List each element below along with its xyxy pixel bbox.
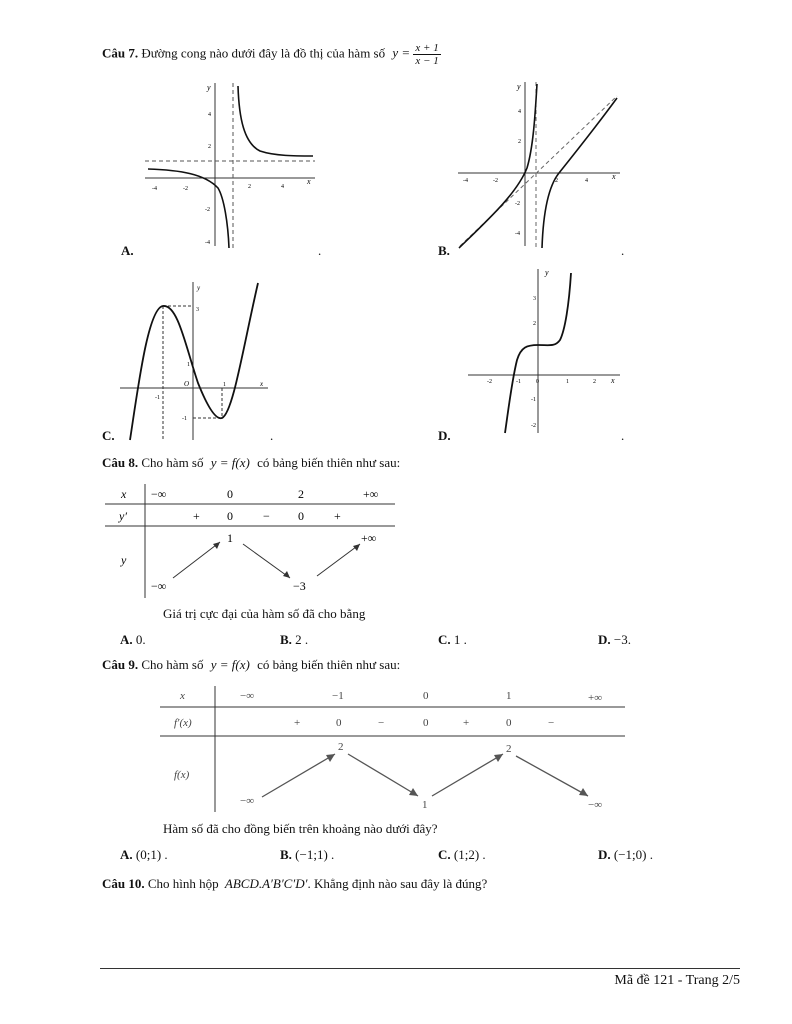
graph-d-yt-4: -2 [531, 423, 536, 429]
q9-bottom-1: −∞ [240, 795, 255, 807]
q8-bottom-1: −∞ [151, 579, 167, 593]
graph-b-yt-4: -4 [515, 231, 520, 237]
graph-c-yt-3: -1 [182, 416, 187, 422]
q9-func: y = f(x) [210, 657, 250, 672]
q9-top-2: 2 [506, 743, 512, 755]
graph-d-xt-5: 2 [593, 379, 596, 385]
q9-fp-label: f′(x) [174, 717, 192, 729]
q8-x-4: +∞ [363, 487, 379, 501]
q7-option-a[interactable] [121, 243, 134, 259]
q8-option-b-label: B. [280, 632, 292, 647]
q7-option-c-label: C. [102, 428, 115, 443]
graph-a-right-branch [238, 86, 313, 156]
q10-text-pre: Cho hình hộp [147, 876, 219, 891]
q10-text-post: . Khẳng định nào sau đây là đúng? [307, 876, 488, 891]
q10-label: Câu 10. [102, 876, 145, 891]
graph-d-yt-1: 3 [533, 296, 536, 302]
graph-c-origin: O [184, 380, 190, 388]
q7-func-den: x − 1 [415, 55, 439, 67]
q9-option-d[interactable] [598, 847, 653, 863]
graph-a-x-label: x [307, 177, 311, 186]
q9-x-2: −1 [332, 690, 344, 702]
q9-bottom-2: 1 [422, 799, 428, 811]
q9-option-a-label: A. [120, 847, 133, 862]
q8-text-pre: Cho hàm số [141, 455, 204, 470]
q9-arrow-1 [262, 754, 335, 797]
q8-option-d[interactable] [598, 632, 631, 648]
q7-option-a-suffix: . [318, 243, 322, 258]
q9-top-1: 2 [338, 741, 344, 753]
footer-divider [100, 968, 740, 969]
q9-label: Câu 9. [102, 657, 139, 672]
q8-arrowhead-1 [213, 542, 220, 549]
graph-b-y-label: y [517, 82, 521, 91]
graph-c-yt-1: 3 [196, 307, 199, 313]
q7-label: Câu 7. [102, 45, 139, 61]
q9-sign-5: + [463, 717, 470, 729]
q9-option-b[interactable] [280, 847, 334, 863]
q7-stem [102, 42, 441, 67]
graph-c-y-label: y [197, 284, 201, 292]
q9-option-b-value: (−1;1) . [295, 847, 335, 862]
q7-option-b[interactable] [438, 243, 450, 259]
graph-d-xt-2: -1 [516, 379, 521, 385]
q7-option-c-suffix: . [270, 428, 274, 443]
q9-arrow-2 [348, 754, 418, 796]
q8-sign-4: 0 [298, 509, 304, 523]
q8-option-d-label: D. [598, 632, 611, 647]
graph-a-left-branch [148, 169, 229, 248]
q8-label: Câu 8. [102, 455, 139, 470]
q8-yp-label: y′ [119, 509, 127, 523]
graph-a [140, 78, 320, 250]
q7-option-c[interactable] [102, 428, 115, 444]
q9-arrow-4 [516, 756, 588, 796]
graph-d-xt-1: -2 [487, 379, 492, 385]
graph-b-xt-2: -2 [493, 178, 498, 184]
q9-option-d-value: (−1;0) . [613, 847, 653, 862]
graph-a-yt-1: 4 [208, 112, 211, 118]
graph-a-xt-1: -4 [152, 186, 157, 192]
q8-text-post: có bảng biến thiên như sau: [257, 455, 401, 470]
q9-x-1: −∞ [240, 690, 255, 702]
q7-option-b-label: B. [438, 243, 450, 258]
q9-stem [102, 657, 400, 673]
q8-option-c[interactable] [438, 632, 467, 648]
q8-arrowhead-3 [353, 544, 360, 551]
q9-sign-7: − [548, 717, 555, 729]
graph-b [455, 78, 623, 250]
q8-option-a-value: 0. [135, 632, 146, 647]
q7-text: Đường cong nào dưới đây là đồ thị của hàm số [141, 45, 386, 61]
q8-option-a-label: A. [120, 632, 133, 647]
graph-a-xt-4: 4 [281, 184, 284, 190]
q8-sign-2: 0 [227, 509, 233, 523]
graph-c-xt-1: -1 [155, 395, 160, 401]
q7-option-d-label: D. [438, 428, 451, 443]
graph-c-curve [130, 283, 258, 440]
q7-option-d[interactable] [438, 428, 451, 444]
q9-sign-4: 0 [423, 717, 429, 729]
graph-d [465, 265, 625, 437]
q9-bottom-3: −∞ [588, 799, 603, 811]
q8-option-b[interactable] [280, 632, 308, 648]
q8-x-label: x [121, 487, 127, 501]
q10-stem [102, 876, 487, 892]
q8-y-label: y [121, 553, 127, 567]
q10-shape: ABCD.A′B′C′D′ [224, 876, 308, 891]
q9-x-label: x [180, 690, 185, 702]
q9-option-c-value: (1;2) . [453, 847, 486, 862]
q8-sign-5: + [334, 509, 341, 523]
q8-sign-1: + [193, 509, 200, 523]
q8-arrow-up-2 [317, 544, 360, 576]
q9-option-c-label: C. [438, 847, 451, 862]
q9-x-4: 1 [506, 690, 512, 702]
q9-option-c[interactable] [438, 847, 486, 863]
q9-sign-2: 0 [336, 717, 342, 729]
q9-arrow-3 [432, 754, 503, 796]
q9-question: Hàm số đã cho đồng biến trên khoảng nào dưới đây? [163, 821, 438, 836]
graph-b-xt-3: 2 [555, 178, 558, 184]
q8-func: y = f(x) [210, 455, 250, 470]
q8-x-2: 0 [227, 487, 233, 501]
graph-c-x-label: x [260, 380, 264, 388]
q8-top-2: +∞ [361, 531, 377, 545]
q7-option-d-suffix: . [621, 428, 625, 443]
q8-top-1: 1 [227, 531, 233, 545]
q7-option-a-label: A. [121, 243, 134, 258]
graph-b-yt-1: 4 [518, 109, 521, 115]
q9-x-5: +∞ [588, 692, 603, 704]
q9-f-label: f(x) [174, 769, 190, 781]
graph-a-yt-4: -4 [205, 240, 210, 246]
q8-arrowhead-2 [283, 571, 290, 578]
graph-a-y-label: y [207, 83, 211, 92]
q8-arrow-up-1 [173, 542, 220, 578]
graph-b-yt-3: -2 [515, 201, 520, 207]
q8-option-b-value: 2 . [295, 632, 309, 647]
q9-option-b-label: B. [280, 847, 292, 862]
q9-x-3: 0 [423, 690, 429, 702]
q9-sign-1: + [294, 717, 301, 729]
q8-x-3: 2 [298, 487, 304, 501]
graph-a-yt-3: -2 [205, 207, 210, 213]
graph-d-yt-3: -1 [531, 397, 536, 403]
graph-d-xt-4: 1 [566, 379, 569, 385]
q8-stem [102, 455, 400, 471]
q9-option-d-label: D. [598, 847, 611, 862]
q8-variation-table [105, 480, 400, 602]
q8-x-1: −∞ [151, 487, 167, 501]
q8-arrow-down [243, 544, 290, 578]
graph-d-x-label: x [611, 376, 615, 385]
q9-text-post: có bảng biến thiên như sau: [257, 657, 401, 672]
graph-d-y-label: y [545, 268, 549, 277]
graph-a-xt-2: -2 [183, 186, 188, 192]
q9-sign-6: 0 [506, 717, 512, 729]
graph-b-x-label: x [612, 172, 616, 181]
graph-c-yt-2: 1 [187, 362, 190, 368]
q7-option-b-suffix: . [621, 243, 625, 258]
q9-sign-3: − [378, 717, 385, 729]
graph-a-xt-3: 2 [248, 184, 251, 190]
q9-text-pre: Cho hàm số [141, 657, 204, 672]
q7-fraction [413, 42, 440, 67]
graph-b-xt-1: -4 [463, 178, 468, 184]
graph-d-yt-2: 2 [533, 321, 536, 327]
q9-option-a-value: (0;1) . [135, 847, 168, 862]
graph-c-xt-2: 1 [223, 382, 226, 388]
q8-bottom-2: −3 [293, 579, 306, 593]
q7-func-num: x + 1 [415, 42, 439, 54]
q8-sign-3: − [263, 509, 270, 523]
graph-b-xt-4: 4 [585, 178, 588, 184]
graph-a-yt-2: 2 [208, 144, 211, 150]
q8-question: Giá trị cực đại của hàm số đã cho bằng [163, 606, 366, 621]
graph-b-yt-2: 2 [518, 139, 521, 145]
q8-option-c-value: 1 . [453, 632, 467, 647]
graph-d-xt-3: 0 [536, 379, 539, 385]
q7-func-lhs: y = [392, 45, 411, 61]
q9-option-a[interactable] [120, 847, 168, 863]
q8-option-d-value: −3. [613, 632, 631, 647]
q9-variation-table [160, 684, 630, 814]
page-footer: Mã đề 121 - Trang 2/5 [614, 973, 740, 988]
q8-option-a[interactable] [120, 632, 146, 648]
graph-c [118, 278, 273, 443]
q8-option-c-label: C. [438, 632, 451, 647]
